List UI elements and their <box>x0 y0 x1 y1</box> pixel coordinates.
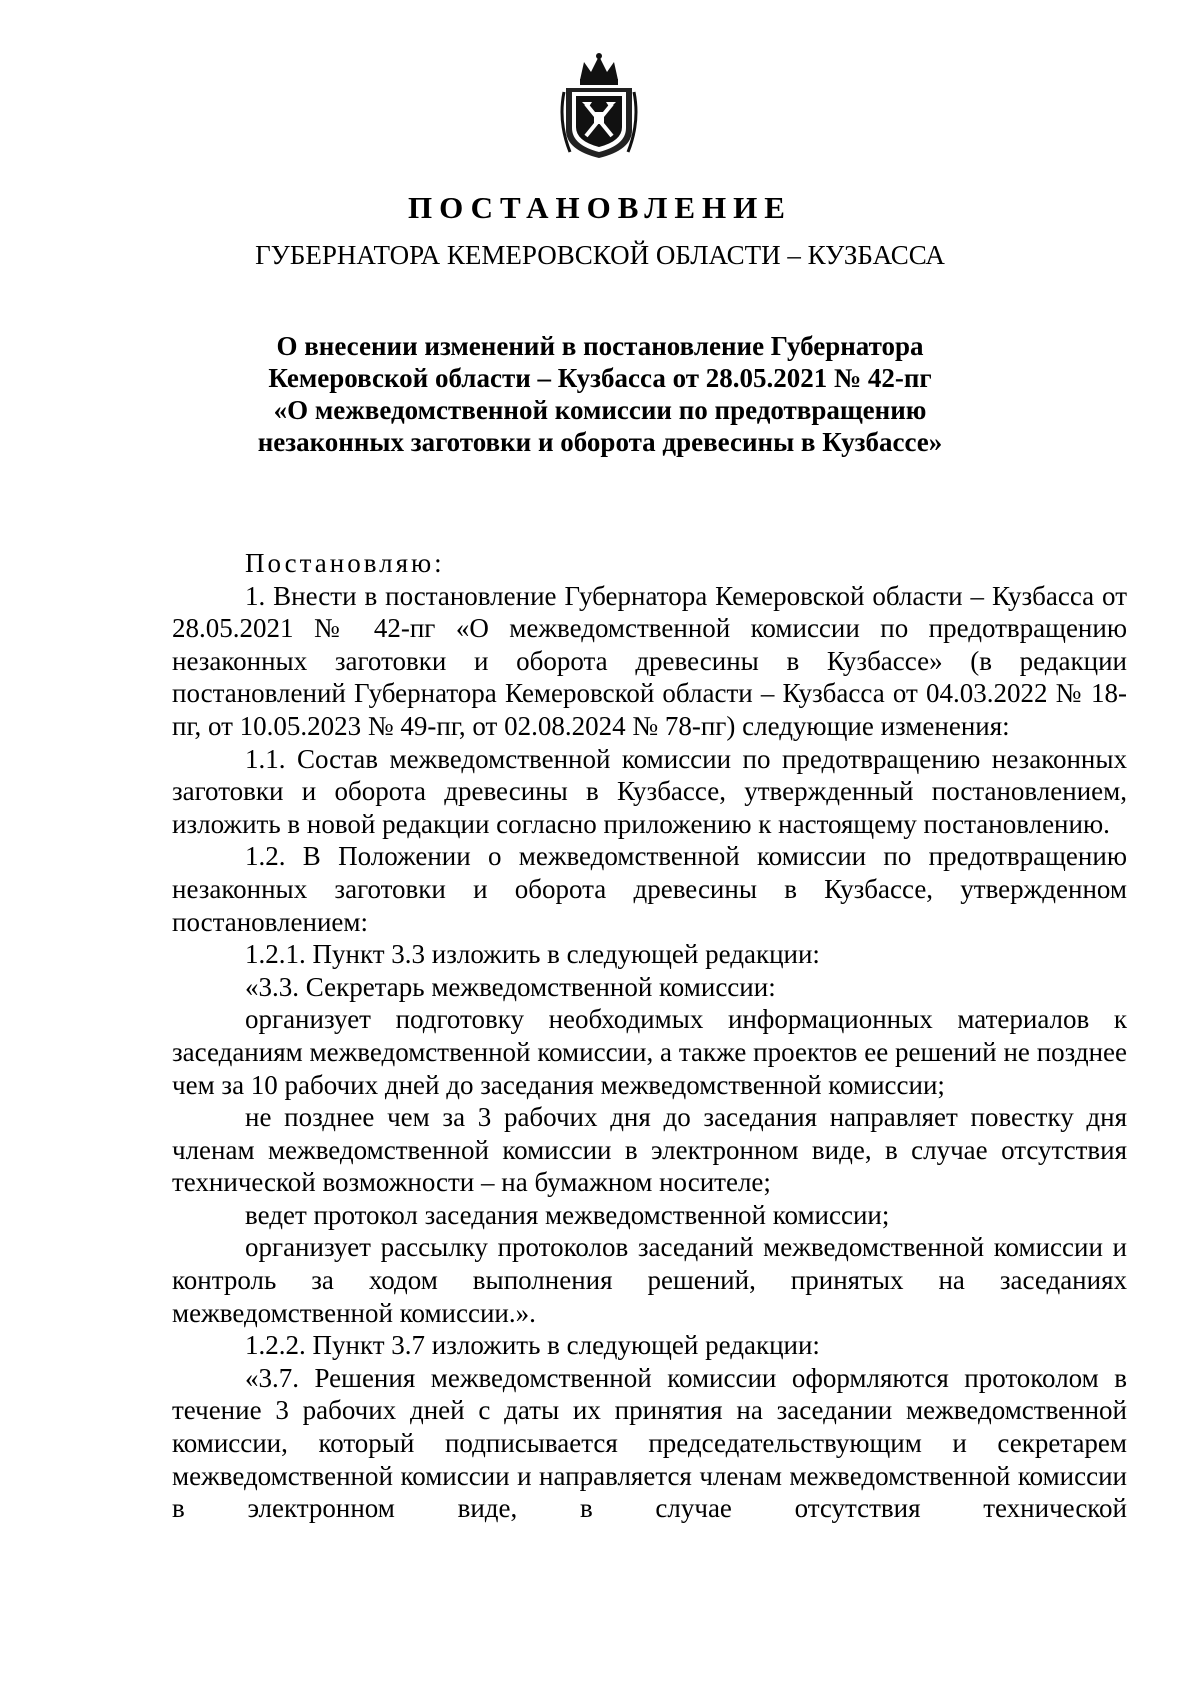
issuer-line: ГУБЕРНАТОРА КЕМЕРОВСКОЙ ОБЛАСТИ – КУЗБАССА <box>255 240 945 270</box>
title-line: «О межведомственной комиссии по предотвращению <box>273 395 927 425</box>
quote-3-3-item: организует подготовку необходимых информационных материалов к заседаниям межведомственной комиссии, а также проектов ее решений не позднее чем за 10 рабочих дней до заседания межведомственной комиссии; <box>172 1004 1127 1100</box>
title-line: О внесении изменений в постановление Губернатора <box>276 331 924 361</box>
quote-3-3-item: не позднее чем за 3 рабочих дня до заседания направляет повестку дня членам межведомственной комиссии в электронном виде, в случае отсутствия технической возможности – на бумажном носителе; <box>172 1102 1127 1198</box>
quote-3-3-item: организует рассылку протоколов заседаний межведомственной комиссии и контроль за ходом выполнения решений, принятых на заседаниях межведомственной комиссии.». <box>172 1232 1127 1328</box>
document-title <box>200 330 1000 458</box>
document-body <box>172 547 1127 1525</box>
kuzbass-coat-of-arms-icon <box>558 52 640 162</box>
title-line: незаконных заготовки и оборота древесины в Кузбассе» <box>257 427 943 457</box>
paragraph-1: 1. Внести в постановление Губернатора Кемеровской области – Кузбасса от 28.05.2021 № 42-пг «О межведомственной комиссии по предотвращению незаконных заготовки и оборота древесины в Кузбассе» (в редакции постановлений Губернатора Кемеровской области – Кузбасса от 04.03.2022 № 18-пг, от 10.05.2023 № 49-пг, от 02.08.2024 № 78-пг) следующие изменения: <box>172 580 1127 741</box>
paragraph-1-2: 1.2. В Положении о межведомственной комиссии по предотвращению незаконных заготовки и оборота древесины в Кузбассе, утвержденном постановлением: <box>172 841 1127 937</box>
document-kind: ПОСТАНОВЛЕНИЕ <box>408 190 792 225</box>
paragraph-1-2-1: 1.2.1. Пункт 3.3 изложить в следующей редакции: <box>245 939 820 970</box>
quote-3-3-heading: «3.3. Секретарь межведомственной комиссии: <box>245 971 776 1002</box>
paragraph-1-1: 1.1. Состав межведомственной комиссии по предотвращению незаконных заготовки и оборота древесины в Кузбассе, утвержденный постановлением, изложить в новой редакции согласно приложению к настоящему постановлению. <box>172 743 1127 839</box>
title-line: Кемеровской области – Кузбасса от 28.05.2021 № 42-пг <box>268 363 932 393</box>
preamble: Постановляю: <box>245 548 445 578</box>
quote-3-3-item: ведет протокол заседания межведомственной комиссии; <box>245 1199 890 1230</box>
paragraph-1-2-2: 1.2.2. Пункт 3.7 изложить в следующей редакции: <box>245 1330 820 1361</box>
quote-3-7: «3.7. Решения межведомственной комиссии оформляются протоколом в течение 3 рабочих дней с даты их принятия на заседании межведомственной комиссии, который подписывается председательствующим и секретарем межведомственной комиссии и направляется членам межведомственной комиссии в электронном виде, в случае отсутствия технической <box>172 1362 1127 1524</box>
